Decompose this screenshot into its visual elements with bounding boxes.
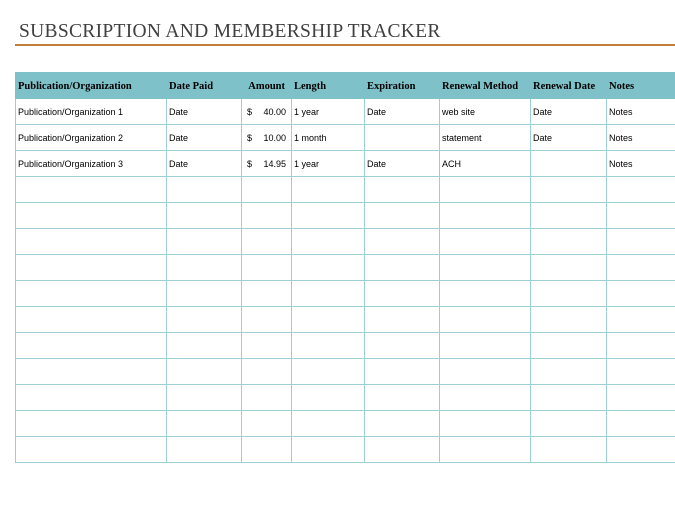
empty-expiration-cell[interactable] [365, 281, 440, 307]
date-paid-cell[interactable]: Date [167, 99, 242, 125]
renewal-date-cell[interactable]: Date [531, 99, 607, 125]
empty-table-row [16, 385, 675, 411]
empty-expiration-cell[interactable] [365, 229, 440, 255]
notes-cell[interactable]: Notes [607, 99, 675, 125]
empty-table-row [16, 333, 675, 359]
empty-renewal-date-cell[interactable] [531, 437, 607, 463]
amount-value: 40.00 [263, 106, 286, 117]
empty-length-cell[interactable] [292, 359, 365, 385]
empty-table-row [16, 255, 675, 281]
empty-renewal-method-cell[interactable] [440, 203, 531, 229]
empty-length-cell[interactable] [292, 333, 365, 359]
empty-renewal-date-cell[interactable] [531, 359, 607, 385]
table-row [16, 125, 675, 151]
empty-publication-cell[interactable] [16, 255, 167, 281]
empty-renewal-method-cell[interactable] [440, 307, 531, 333]
empty-renewal-method-cell[interactable] [440, 385, 531, 411]
expiration-cell[interactable]: Date [365, 151, 440, 177]
page-title: SUBSCRIPTION AND MEMBERSHIP TRACKER [19, 21, 441, 42]
empty-expiration-cell[interactable] [365, 411, 440, 437]
date-paid-cell[interactable]: Date [167, 125, 242, 151]
empty-expiration-cell[interactable] [365, 177, 440, 203]
amount-value: 14.95 [263, 158, 286, 169]
renewal-method-cell[interactable]: ACH [440, 151, 531, 177]
empty-date-paid-cell[interactable] [167, 177, 242, 203]
empty-table-row [16, 411, 675, 437]
empty-length-cell[interactable] [292, 203, 365, 229]
empty-length-cell[interactable] [292, 255, 365, 281]
empty-length-cell[interactable] [292, 437, 365, 463]
empty-table-row [16, 281, 675, 307]
empty-expiration-cell[interactable] [365, 333, 440, 359]
empty-renewal-method-cell[interactable] [440, 255, 531, 281]
amount-cell[interactable] [242, 151, 292, 177]
title-underline [15, 44, 675, 46]
empty-date-paid-cell[interactable] [167, 385, 242, 411]
empty-renewal-method-cell[interactable] [440, 177, 531, 203]
empty-amount-cell[interactable] [242, 307, 292, 333]
empty-notes-cell[interactable] [607, 177, 675, 203]
publication-cell[interactable]: Publication/Organization 2 [16, 125, 167, 151]
publication-cell[interactable]: Publication/Organization 3 [16, 151, 167, 177]
empty-renewal-method-cell[interactable] [440, 281, 531, 307]
date-paid-cell[interactable]: Date [167, 151, 242, 177]
expiration-cell[interactable]: Date [365, 99, 440, 125]
empty-notes-cell[interactable] [607, 411, 675, 437]
empty-amount-cell[interactable] [242, 177, 292, 203]
empty-publication-cell[interactable] [16, 177, 167, 203]
renewal-date-cell[interactable]: Date [531, 125, 607, 151]
empty-date-paid-cell[interactable] [167, 281, 242, 307]
empty-notes-cell[interactable] [607, 281, 675, 307]
empty-amount-cell[interactable] [242, 229, 292, 255]
empty-date-paid-cell[interactable] [167, 203, 242, 229]
empty-renewal-method-cell[interactable] [440, 229, 531, 255]
empty-publication-cell[interactable] [16, 385, 167, 411]
empty-publication-cell[interactable] [16, 281, 167, 307]
column-header-notes[interactable]: Notes [607, 73, 675, 100]
empty-notes-cell[interactable] [607, 359, 675, 385]
expiration-cell[interactable] [365, 125, 440, 151]
currency-symbol: $ [247, 158, 253, 169]
column-header-length[interactable]: Length [292, 73, 365, 100]
length-cell[interactable]: 1 year [292, 151, 365, 177]
empty-length-cell[interactable] [292, 307, 365, 333]
length-cell[interactable]: 1 month [292, 125, 365, 151]
column-header-renewal-date[interactable]: Renewal Date [531, 73, 607, 100]
renewal-method-cell[interactable]: statement [440, 125, 531, 151]
empty-publication-cell[interactable] [16, 307, 167, 333]
empty-renewal-date-cell[interactable] [531, 281, 607, 307]
empty-expiration-cell[interactable] [365, 307, 440, 333]
empty-notes-cell[interactable] [607, 333, 675, 359]
empty-renewal-method-cell[interactable] [440, 359, 531, 385]
amount-cell[interactable] [242, 99, 292, 125]
empty-length-cell[interactable] [292, 229, 365, 255]
column-header-expiration[interactable]: Expiration [365, 73, 440, 100]
column-header-renewal-method[interactable]: Renewal Method [440, 73, 531, 100]
empty-table-row [16, 203, 675, 229]
empty-length-cell[interactable] [292, 385, 365, 411]
empty-date-paid-cell[interactable] [167, 411, 242, 437]
empty-publication-cell[interactable] [16, 411, 167, 437]
empty-date-paid-cell[interactable] [167, 229, 242, 255]
empty-publication-cell[interactable] [16, 203, 167, 229]
length-cell[interactable]: 1 year [292, 99, 365, 125]
empty-length-cell[interactable] [292, 411, 365, 437]
empty-publication-cell[interactable] [16, 229, 167, 255]
empty-length-cell[interactable] [292, 281, 365, 307]
empty-renewal-date-cell[interactable] [531, 333, 607, 359]
empty-table-row [16, 229, 675, 255]
empty-table-row [16, 437, 675, 463]
empty-renewal-date-cell[interactable] [531, 255, 607, 281]
empty-date-paid-cell[interactable] [167, 255, 242, 281]
empty-renewal-date-cell[interactable] [531, 229, 607, 255]
empty-table-row [16, 307, 675, 333]
currency-symbol: $ [247, 132, 253, 143]
empty-notes-cell[interactable] [607, 437, 675, 463]
empty-renewal-date-cell[interactable] [531, 411, 607, 437]
empty-table-row [16, 177, 675, 203]
empty-amount-cell[interactable] [242, 359, 292, 385]
empty-date-paid-cell[interactable] [167, 333, 242, 359]
empty-length-cell[interactable] [292, 177, 365, 203]
empty-publication-cell[interactable] [16, 437, 167, 463]
empty-notes-cell[interactable] [607, 385, 675, 411]
empty-expiration-cell[interactable] [365, 203, 440, 229]
empty-amount-cell[interactable] [242, 255, 292, 281]
empty-notes-cell[interactable] [607, 203, 675, 229]
empty-publication-cell[interactable] [16, 333, 167, 359]
column-header-publication[interactable]: Publication/Organization [16, 73, 167, 100]
amount-value: 10.00 [263, 132, 286, 143]
column-header-amount[interactable]: Amount [242, 73, 292, 100]
empty-renewal-date-cell[interactable] [531, 385, 607, 411]
empty-amount-cell[interactable] [242, 203, 292, 229]
empty-expiration-cell[interactable] [365, 437, 440, 463]
table-row [16, 151, 675, 177]
empty-table-row [16, 359, 675, 385]
empty-notes-cell[interactable] [607, 307, 675, 333]
renewal-method-cell[interactable]: web site [440, 99, 531, 125]
notes-cell[interactable]: Notes [607, 151, 675, 177]
currency-symbol: $ [247, 106, 253, 117]
notes-cell[interactable]: Notes [607, 125, 675, 151]
empty-expiration-cell[interactable] [365, 359, 440, 385]
empty-amount-cell[interactable] [242, 385, 292, 411]
empty-renewal-date-cell[interactable] [531, 307, 607, 333]
empty-renewal-date-cell[interactable] [531, 177, 607, 203]
table-row [16, 99, 675, 125]
renewal-date-cell[interactable] [531, 151, 607, 177]
publication-cell[interactable]: Publication/Organization 1 [16, 99, 167, 125]
empty-expiration-cell[interactable] [365, 385, 440, 411]
empty-amount-cell[interactable] [242, 281, 292, 307]
empty-date-paid-cell[interactable] [167, 307, 242, 333]
tracker-table [15, 72, 675, 463]
empty-date-paid-cell[interactable] [167, 437, 242, 463]
empty-amount-cell[interactable] [242, 411, 292, 437]
column-header-date-paid[interactable]: Date Paid [167, 73, 242, 100]
empty-renewal-date-cell[interactable] [531, 203, 607, 229]
empty-publication-cell[interactable] [16, 359, 167, 385]
empty-amount-cell[interactable] [242, 437, 292, 463]
empty-notes-cell[interactable] [607, 229, 675, 255]
empty-renewal-method-cell[interactable] [440, 333, 531, 359]
empty-amount-cell[interactable] [242, 333, 292, 359]
empty-notes-cell[interactable] [607, 255, 675, 281]
empty-date-paid-cell[interactable] [167, 359, 242, 385]
amount-cell[interactable] [242, 125, 292, 151]
empty-renewal-method-cell[interactable] [440, 437, 531, 463]
empty-expiration-cell[interactable] [365, 255, 440, 281]
header-row [16, 73, 675, 100]
empty-renewal-method-cell[interactable] [440, 411, 531, 437]
